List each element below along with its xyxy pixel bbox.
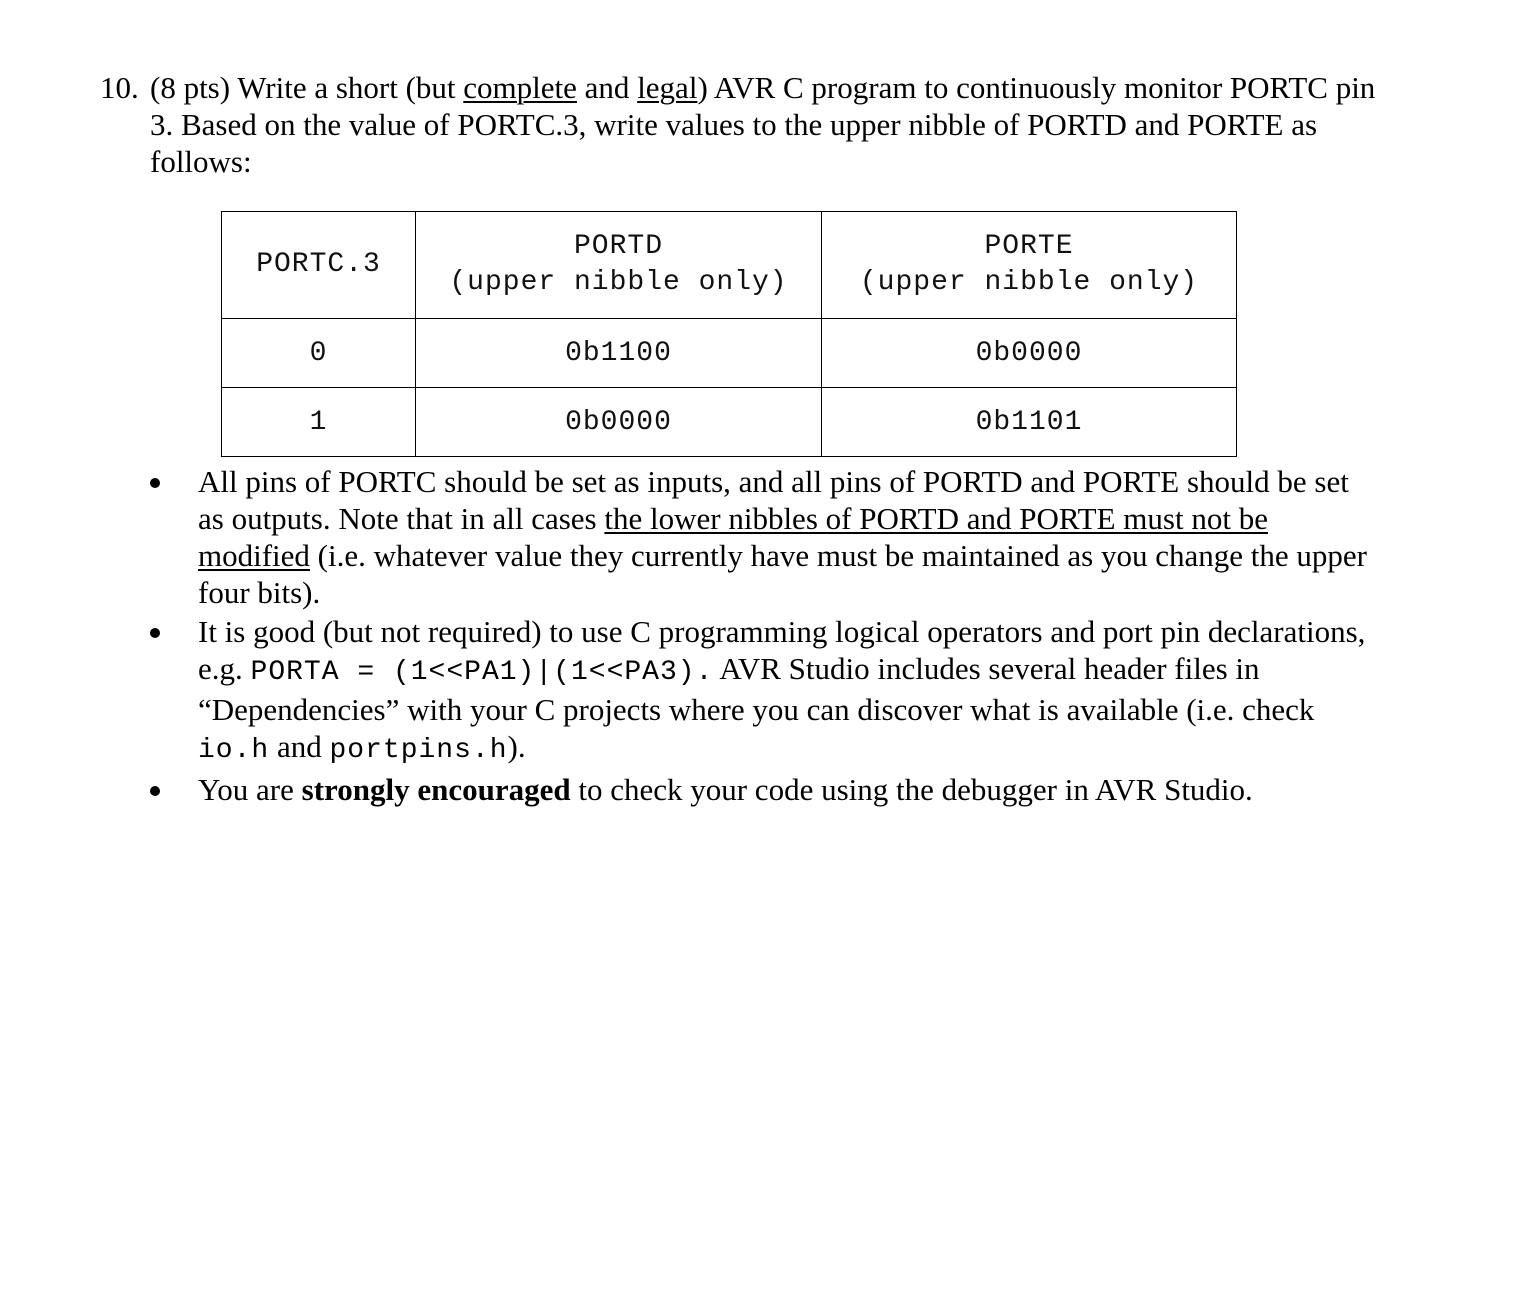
underlined-requirement: the lower nibbles of PORTD and PORTE must not be modified <box>198 501 1268 573</box>
table-cell: 0 <box>222 319 416 388</box>
port-values-table <box>221 211 1237 457</box>
table-cell: 1 <box>222 388 416 457</box>
code-example: PORTA = (1<<PA1)|(1<<PA3). <box>250 657 714 688</box>
requirements-list <box>150 463 1380 808</box>
list-item: You are strongly encouraged to check your code using the debugger in AVR Studio. <box>150 771 1380 808</box>
header-portc: PORTC.3 <box>222 212 416 319</box>
table-cell: 0b0000 <box>416 388 822 457</box>
question-intro: (8 pts) Write a short (but <box>150 70 464 105</box>
table-row <box>222 388 1237 457</box>
question-number: 10. <box>100 70 139 105</box>
header-portd: PORTD (upper nibble only) <box>416 212 822 319</box>
code-portpins-h: portpins.h <box>329 735 508 766</box>
question-block <box>100 69 1400 180</box>
table-cell: 0b0000 <box>822 319 1237 388</box>
table-cell: 0b1100 <box>416 319 822 388</box>
question-complete: complete <box>463 70 577 105</box>
list-item: All pins of PORTC should be set as inputs, and all pins of PORTD and PORTE should be set as outputs. Note that in all cases the lower nibbles of PORTD and PORTE must not be modified (i.e. whatever value they currently have must be maintained as you change the upper four bits). <box>150 463 1380 611</box>
question-legal: legal <box>637 70 698 105</box>
question-rest: ) AVR C program to continuously monitor PORTC pin 3. Based on the value of PORTC.3, write values to the upper nibble of PORTD and PORTE as follows: <box>150 70 1376 179</box>
code-io-h: io.h <box>198 735 270 766</box>
question-text <box>150 69 1400 180</box>
bullet-icon <box>150 786 160 796</box>
question-and: and <box>576 70 638 105</box>
bullet-icon <box>150 628 160 638</box>
table-cell: 0b1101 <box>822 388 1237 457</box>
bullet-icon <box>150 478 160 488</box>
header-porte: PORTE (upper nibble only) <box>822 212 1237 319</box>
table-row <box>222 319 1237 388</box>
list-item: It is good (but not required) to use C programming logical operators and port pin declarations, e.g. PORTA = (1<<PA1)|(1<<PA3). AVR Studio includes several header files in “Dependencies” with your C projects where you can discover what is available (i.e. check io.h and portpins.h). <box>150 613 1380 769</box>
table-header-row <box>222 212 1237 319</box>
bold-emphasis: strongly encouraged <box>301 772 571 807</box>
